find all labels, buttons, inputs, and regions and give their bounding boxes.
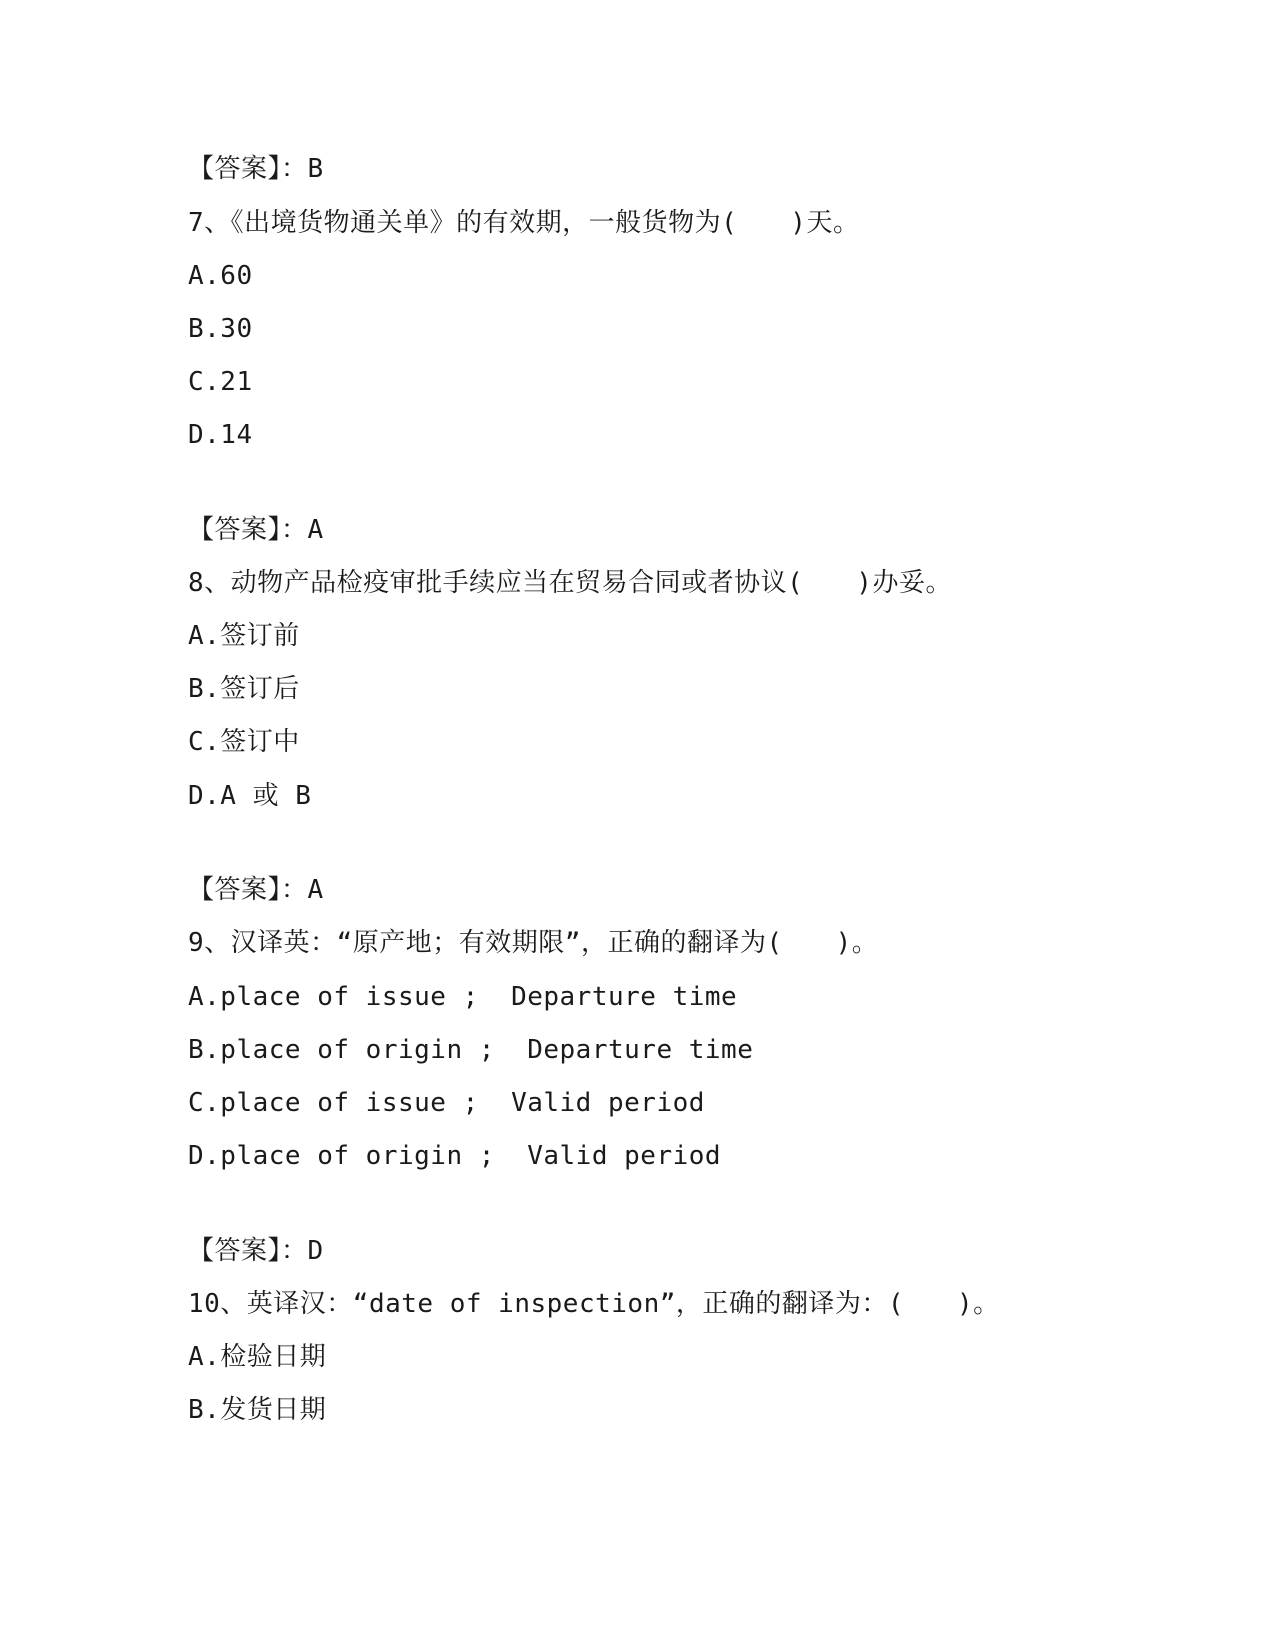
question-10: 10、英译汉：“date of inspection”，正确的翻译为：( )。 xyxy=(188,1289,1000,1319)
option-b: B.发货日期 xyxy=(188,1395,327,1425)
answer-line: 【答案】：B xyxy=(188,154,324,184)
option-b: B.place of origin ; Departure time xyxy=(188,1035,754,1065)
answer-line: 【答案】：D xyxy=(188,1236,324,1266)
answer-line: 【答案】：A xyxy=(188,875,324,905)
answer-line: 【答案】：A xyxy=(188,515,324,545)
option-a: A.检验日期 xyxy=(188,1342,327,1372)
question-9: 9、汉译英：“原产地；有效期限”，正确的翻译为( )。 xyxy=(188,928,879,958)
option-d: D.A 或 B xyxy=(188,781,312,811)
option-a: A.place of issue ; Departure time xyxy=(188,982,738,1012)
option-c: C.place of issue ; Valid period xyxy=(188,1088,705,1118)
option-c: C.21 xyxy=(188,367,253,397)
question-8: 8、动物产品检疫审批手续应当在贸易合同或者协议( )办妥。 xyxy=(188,568,952,598)
option-b: B.30 xyxy=(188,314,253,344)
option-b: B.签订后 xyxy=(188,674,300,704)
option-d: D.14 xyxy=(188,420,253,450)
option-d: D.place of origin ; Valid period xyxy=(188,1141,722,1171)
option-a: A.签订前 xyxy=(188,621,300,651)
option-c: C.签订中 xyxy=(188,727,300,757)
question-7: 7、《出境货物通关单》的有效期，一般货物为( )天。 xyxy=(188,208,860,238)
option-a: A.60 xyxy=(188,261,253,291)
